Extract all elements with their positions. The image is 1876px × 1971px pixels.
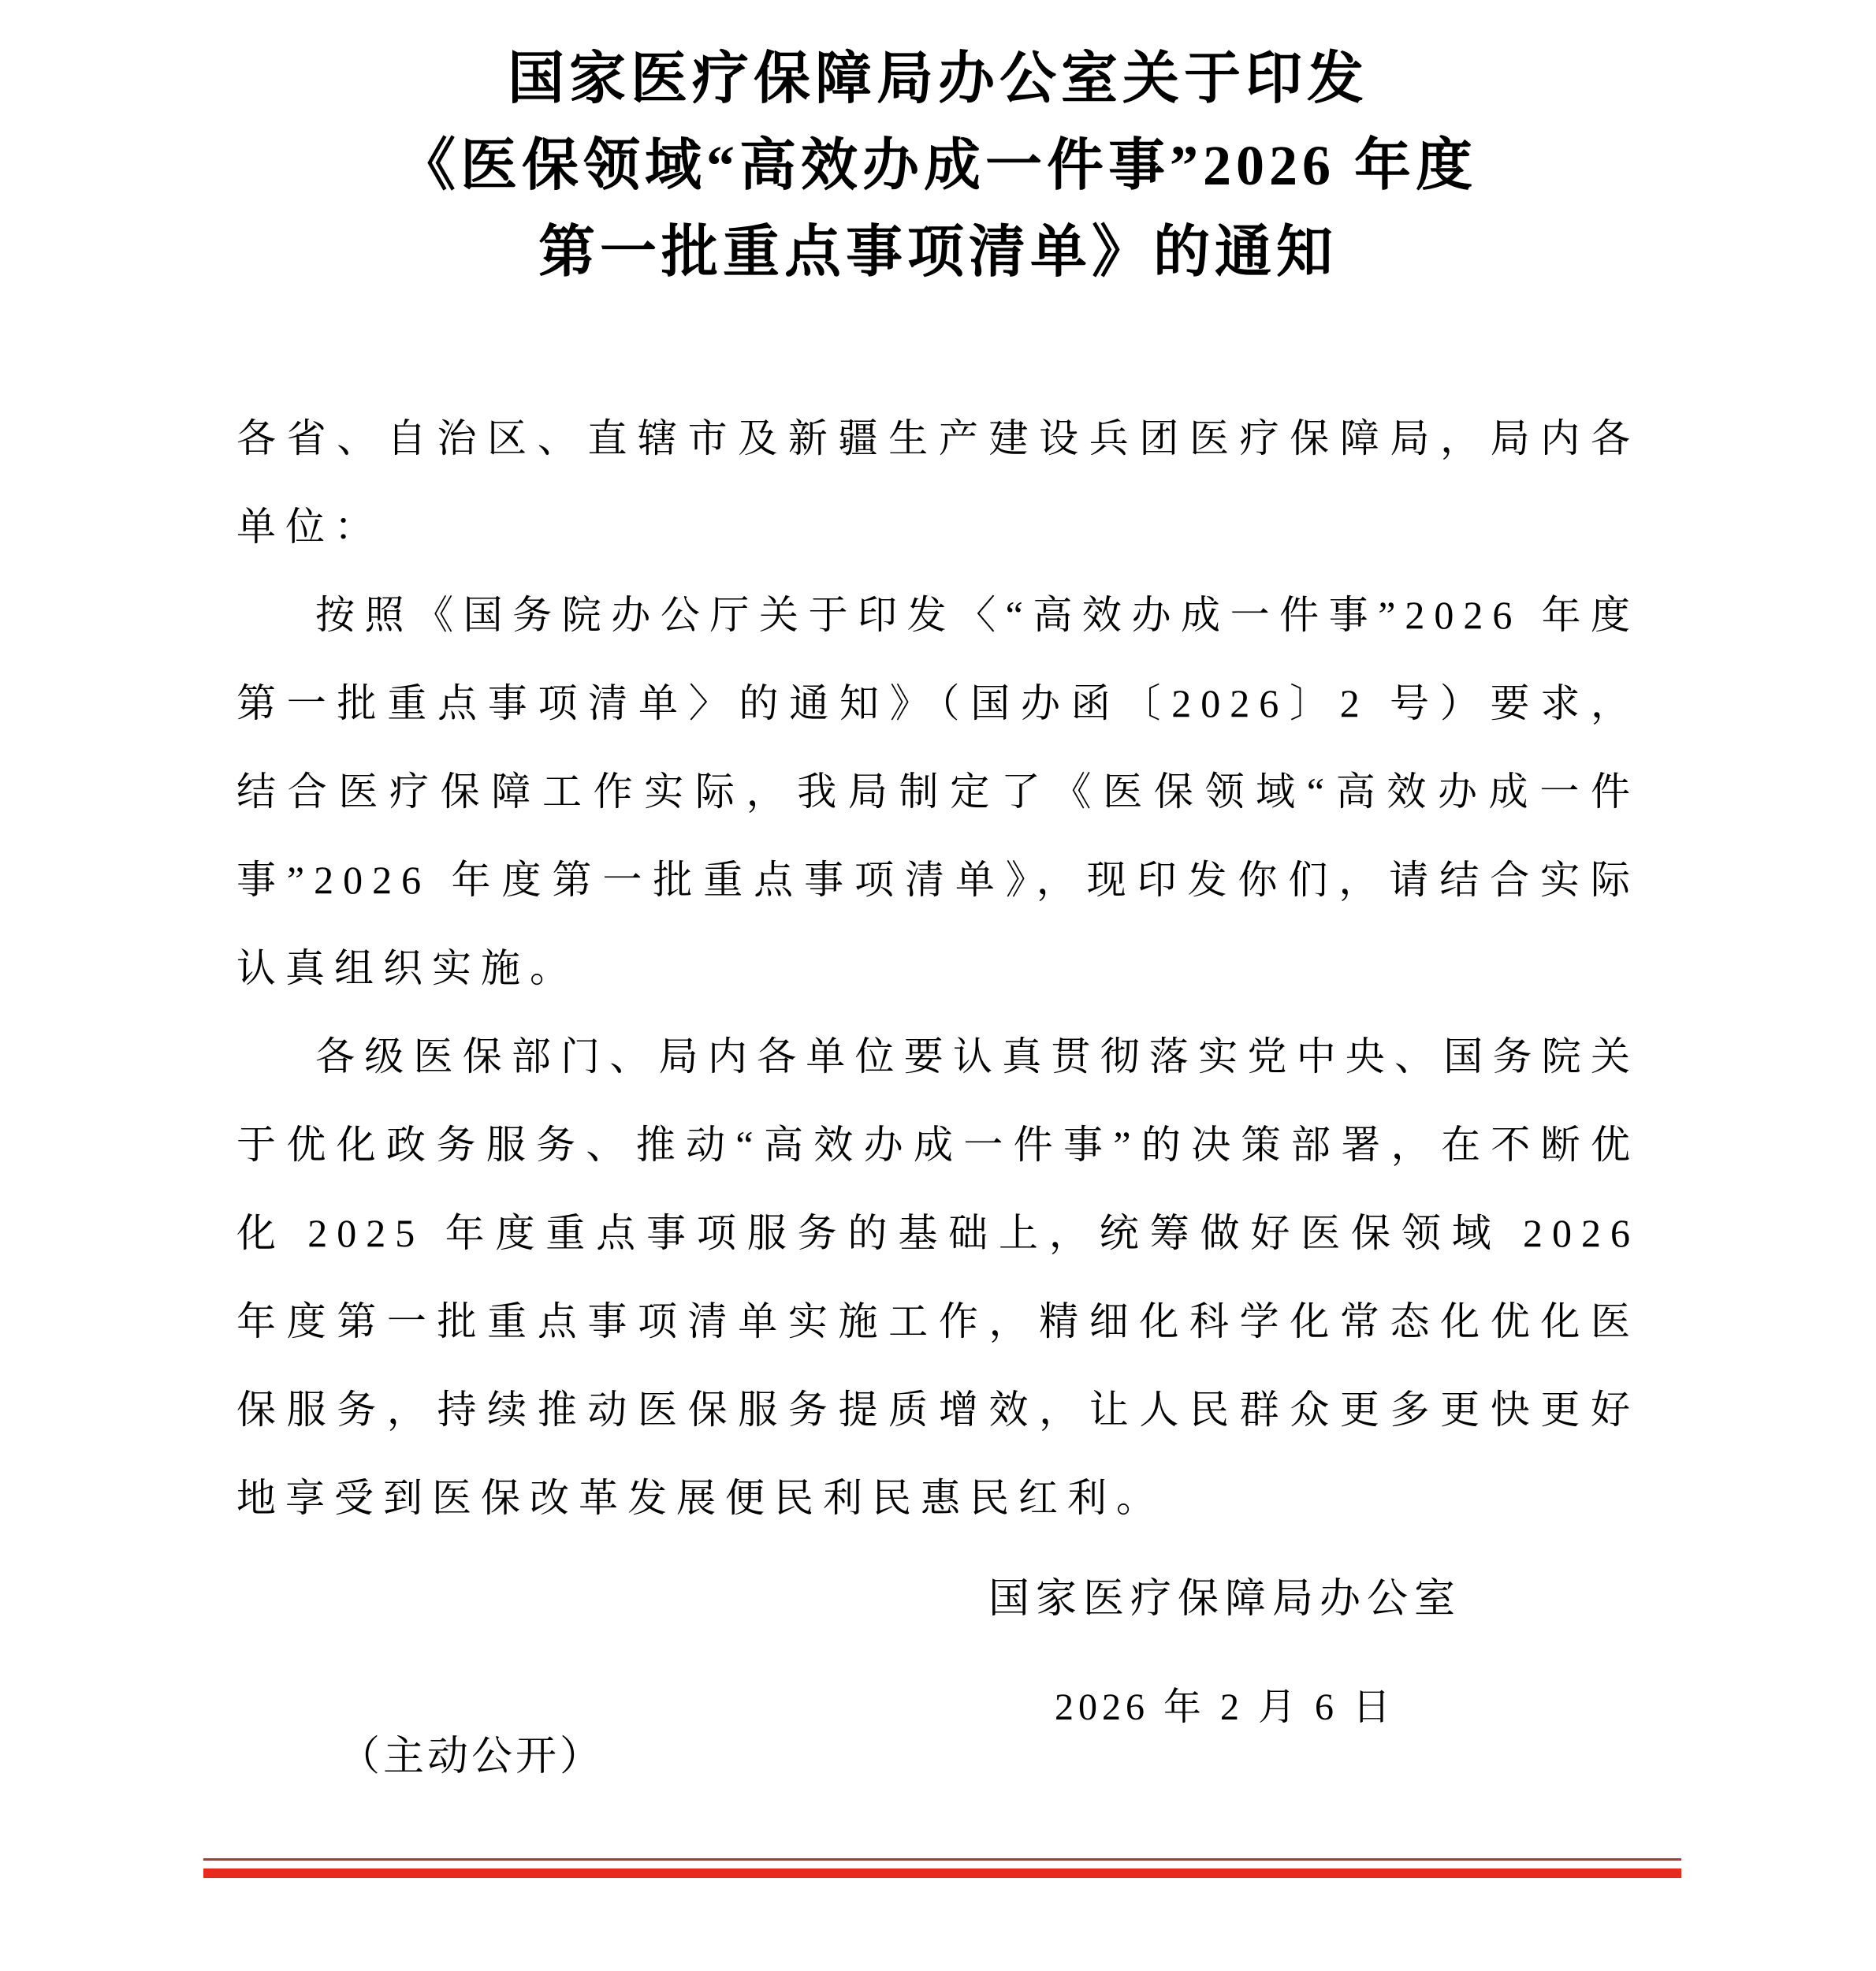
- disclosure-note: （主动公开）: [339, 1734, 605, 1779]
- title-line-2: 《医保领域“高效办成一件事”2026 年度: [398, 134, 1477, 197]
- body-paragraph-2: 各级医保部门、局内各单位要认真贯彻落实党中央、国务院关于优化政务服务、推动“高效办成一件事”的决策部署，在不断优化 2025 年度重点事项服务的基础上，统筹做好医保领域 2026 年度第一批重点事项清单实施工作，精细化科学化常态化优化医保服务，持续推动医保服务提质增效，让人民群众更多更快更好地享受到医保改革发展便民利民惠民红利。: [236, 1034, 1640, 1520]
- issuing-office-name: 国家医疗保障局办公室: [988, 1577, 1461, 1622]
- footer-rule-thick: [203, 1869, 1681, 1878]
- title-line-3: 第一批重点事项清单》的通知: [538, 221, 1338, 284]
- salutation-line: 各省、自治区、直辖市及新疆生产建设兵团医疗保障局，局内各单位：: [236, 416, 1640, 549]
- document-body: [236, 394, 1640, 1542]
- body-paragraph-1: 按照《国务院办公厅关于印发〈“高效办成一件事”2026 年度第一批重点事项清单〉的通知》（国办函〔2026〕2 号）要求，结合医疗保障工作实际，我局制定了《医保领域“高效办成一件事”2026 年度第一批重点事项清单》，现印发你们，请结合实际认真组织实施。: [236, 593, 1640, 990]
- title-line-1: 国家医疗保障局办公室关于印发: [507, 47, 1368, 110]
- document-title: [189, 35, 1687, 296]
- issue-date: 2026 年 2 月 6 日: [1054, 1686, 1395, 1728]
- signature-block: [976, 1575, 1474, 1728]
- footer-rule-thin: [203, 1858, 1681, 1861]
